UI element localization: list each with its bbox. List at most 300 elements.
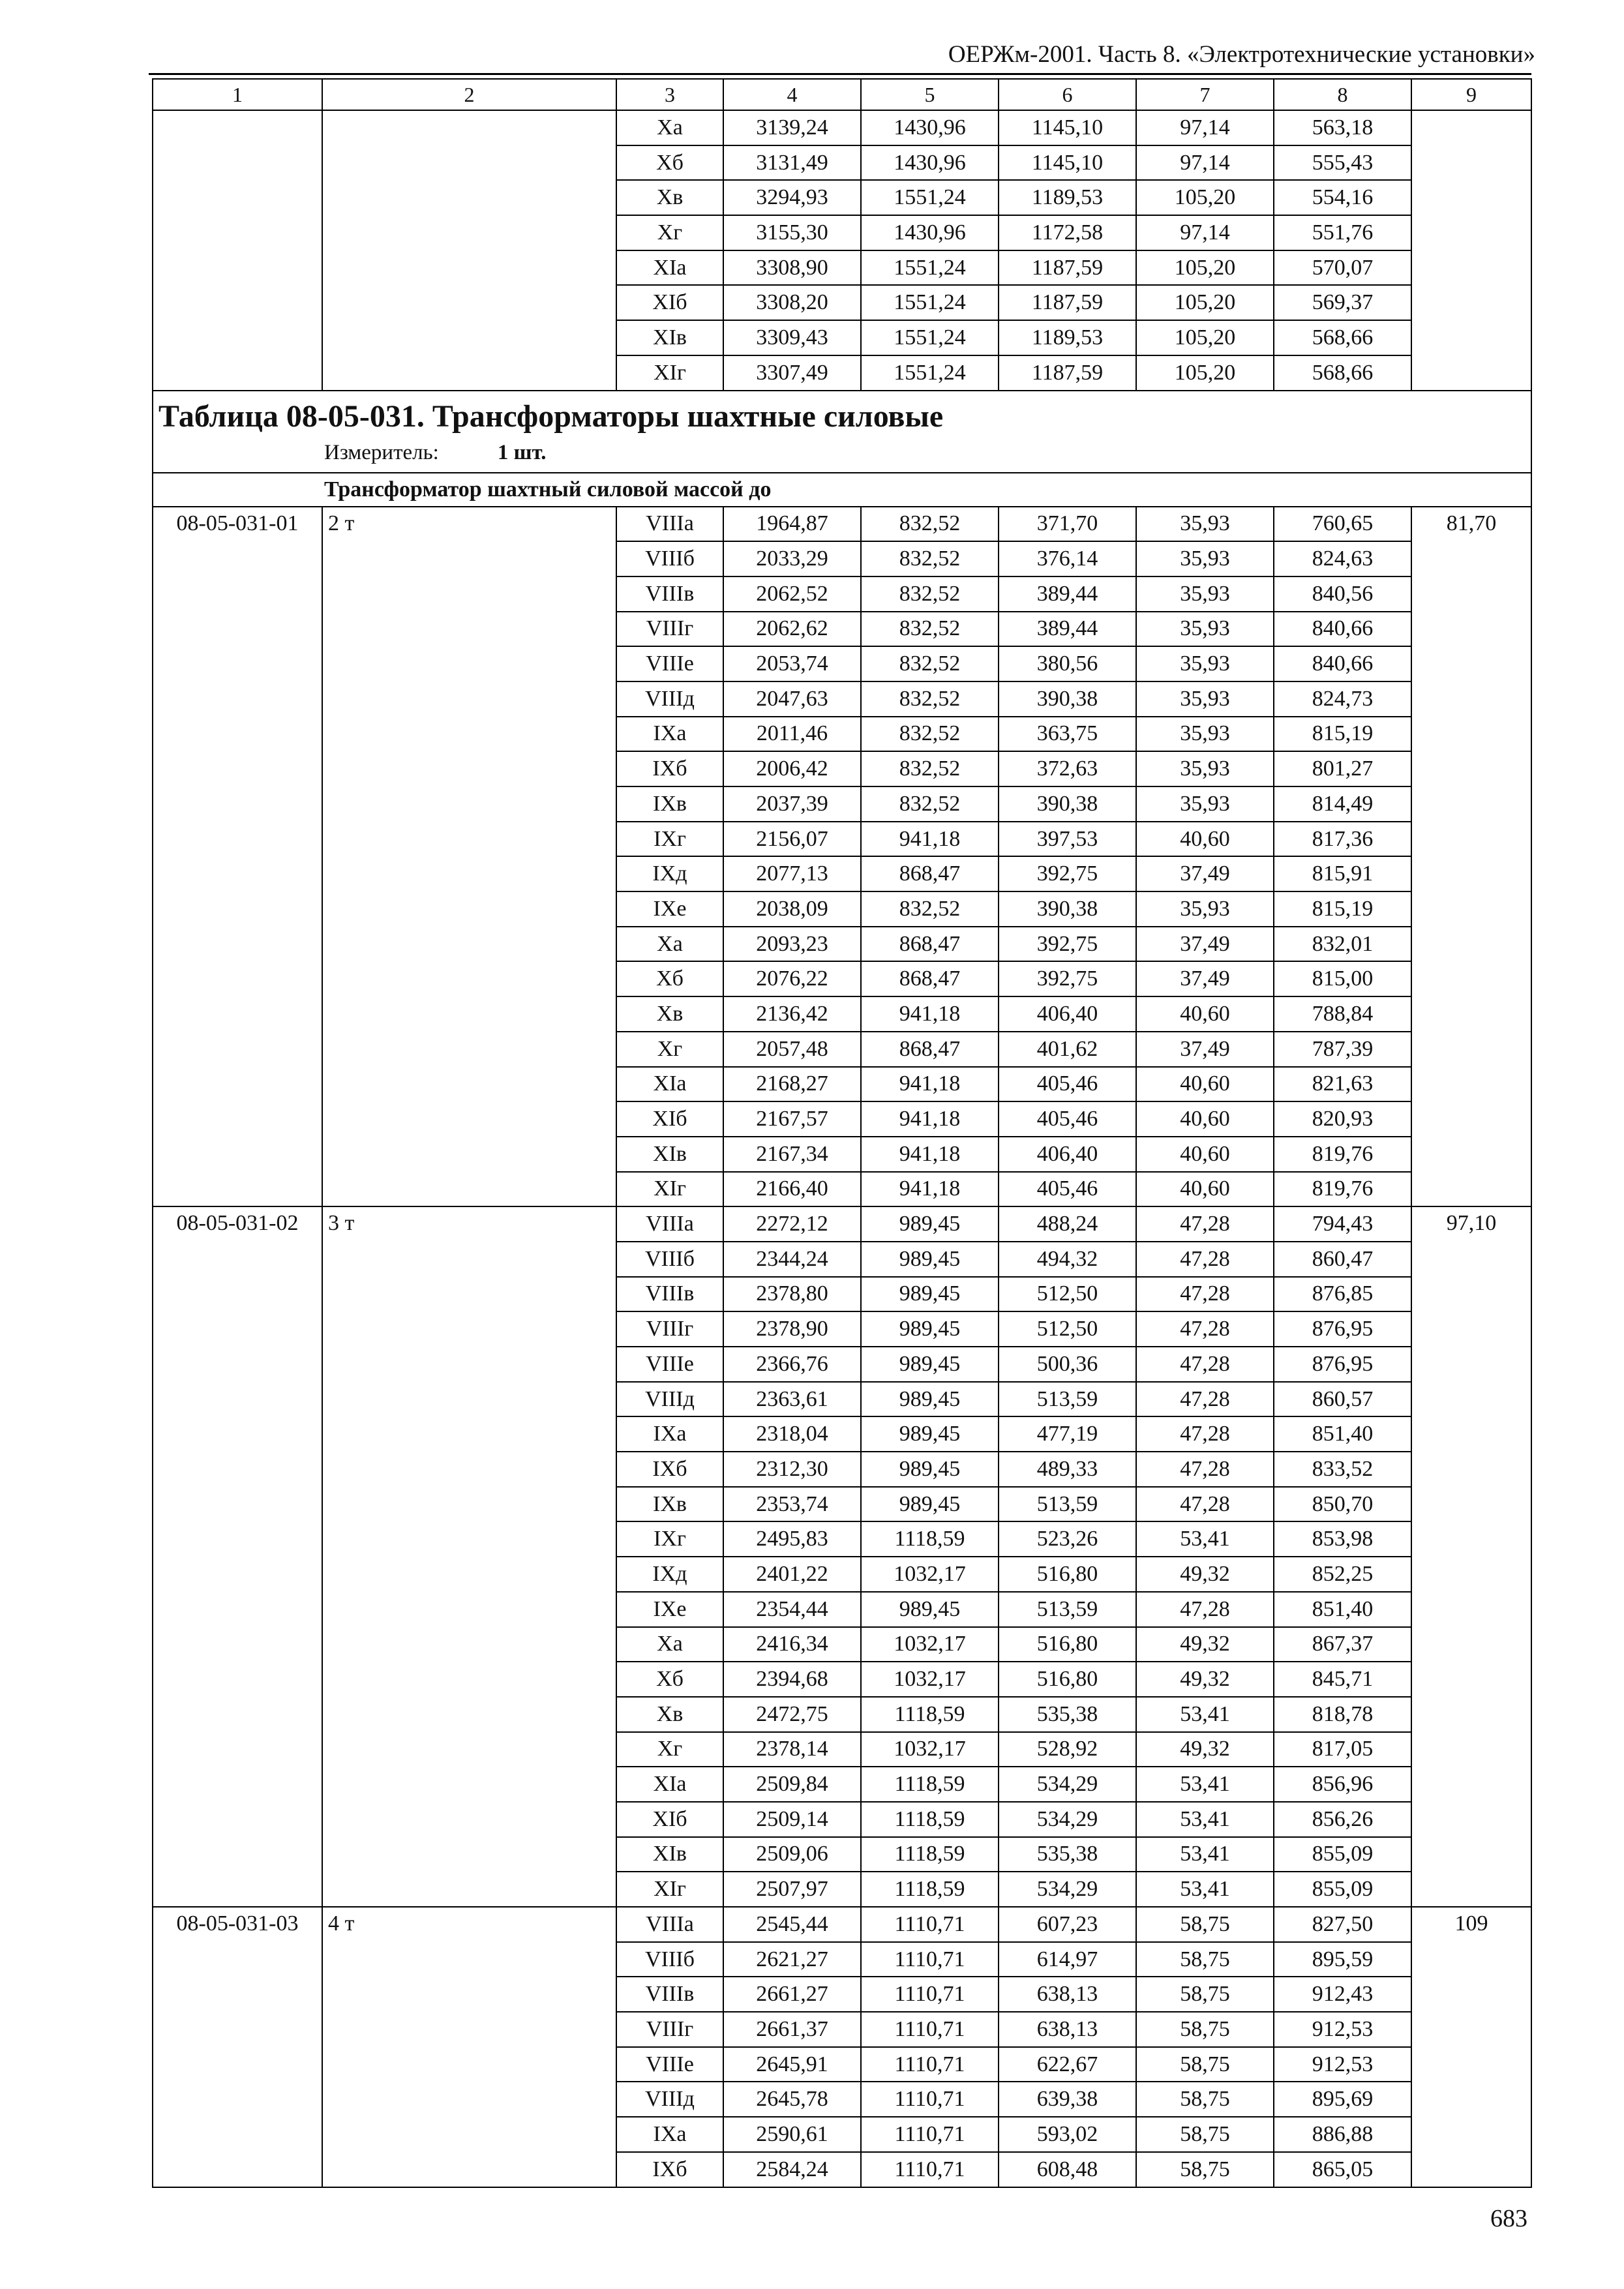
code-cell xyxy=(153,215,322,250)
value-cell: 406,40 xyxy=(999,1137,1136,1172)
value-cell: 1118,59 xyxy=(861,1802,999,1837)
value-cell: 49,32 xyxy=(1136,1557,1274,1592)
value-cell: Xб xyxy=(616,961,723,996)
value-cell: 1110,71 xyxy=(861,2012,999,2047)
value-cell: 47,28 xyxy=(1136,1382,1274,1417)
value-cell: 989,45 xyxy=(861,1382,999,1417)
value-cell: 516,80 xyxy=(999,1557,1136,1592)
value-cell: IXд xyxy=(616,1557,723,1592)
value-cell: 406,40 xyxy=(999,996,1136,1032)
value-cell: VIIIб xyxy=(616,1942,723,1977)
value-cell: 815,19 xyxy=(1274,717,1411,752)
code-cell xyxy=(153,180,322,215)
value-cell: 35,93 xyxy=(1136,646,1274,681)
code-cell xyxy=(153,145,322,181)
value-cell: 832,52 xyxy=(861,646,999,681)
value-cell: 860,47 xyxy=(1274,1242,1411,1277)
item-code: 08-05-031-01 xyxy=(153,507,322,1207)
value-cell: 817,36 xyxy=(1274,822,1411,857)
value-cell: 840,66 xyxy=(1274,646,1411,681)
value-cell: IXб xyxy=(616,751,723,786)
value-cell: VIIIа xyxy=(616,1206,723,1242)
value-cell: 832,52 xyxy=(861,507,999,542)
value-cell: 2076,22 xyxy=(723,961,861,996)
value-cell: IXв xyxy=(616,1487,723,1522)
measure-label: Измеритель: xyxy=(324,440,439,464)
name-cell xyxy=(322,250,616,286)
value-cell: 855,09 xyxy=(1274,1872,1411,1907)
price-table xyxy=(152,78,1532,2188)
value-cell: 53,41 xyxy=(1136,1837,1274,1872)
value-cell: 832,52 xyxy=(861,612,999,647)
value-cell: 3155,30 xyxy=(723,215,861,250)
value-cell: 1110,71 xyxy=(861,1977,999,2012)
value-cell: 105,20 xyxy=(1136,285,1274,320)
value-cell: 1189,53 xyxy=(999,320,1136,355)
col9-cell xyxy=(1411,110,1531,145)
value-cell: 2545,44 xyxy=(723,1907,861,1942)
value-cell: 3131,49 xyxy=(723,145,861,181)
value-cell: XIг xyxy=(616,1172,723,1207)
value-cell: 40,60 xyxy=(1136,1137,1274,1172)
value-cell: 989,45 xyxy=(861,1592,999,1627)
value-cell: 390,38 xyxy=(999,786,1136,822)
value-cell: 941,18 xyxy=(861,1137,999,1172)
value-cell: 1110,71 xyxy=(861,2047,999,2082)
value-cell: 1118,59 xyxy=(861,1837,999,1872)
value-cell: 569,37 xyxy=(1274,285,1411,320)
code-cell xyxy=(153,355,322,391)
value-cell: 853,98 xyxy=(1274,1521,1411,1557)
value-cell: 2062,62 xyxy=(723,612,861,647)
table-row xyxy=(153,1907,1531,1942)
value-cell: Xа xyxy=(616,927,723,962)
value-cell: 534,29 xyxy=(999,1767,1136,1802)
value-cell: 1551,24 xyxy=(861,180,999,215)
value-cell: 2621,27 xyxy=(723,1942,861,1977)
code-cell xyxy=(153,285,322,320)
value-cell: 97,14 xyxy=(1136,215,1274,250)
value-cell: 2011,46 xyxy=(723,717,861,752)
value-cell: 477,19 xyxy=(999,1416,1136,1452)
value-cell: 2584,24 xyxy=(723,2152,861,2187)
value-cell: 516,80 xyxy=(999,1627,1136,1662)
value-cell: 58,75 xyxy=(1136,1907,1274,1942)
value-cell: Xа xyxy=(616,1627,723,1662)
value-cell: 814,49 xyxy=(1274,786,1411,822)
value-cell: 40,60 xyxy=(1136,996,1274,1032)
value-cell: Xб xyxy=(616,145,723,181)
value-cell: 638,13 xyxy=(999,2012,1136,2047)
value-cell: 989,45 xyxy=(861,1242,999,1277)
name-cell xyxy=(322,110,616,145)
section-subheading: Трансформатор шахтный силовой массой до xyxy=(153,473,1531,507)
value-cell: VIIIг xyxy=(616,1311,723,1347)
value-cell: 570,07 xyxy=(1274,250,1411,286)
value-cell: 832,52 xyxy=(861,751,999,786)
column-number: 2 xyxy=(322,79,616,110)
header-rule xyxy=(149,73,1531,75)
value-cell: Xг xyxy=(616,215,723,250)
value-cell: 832,52 xyxy=(861,576,999,612)
value-cell: 2167,57 xyxy=(723,1101,861,1137)
value-cell: 397,53 xyxy=(999,822,1136,857)
value-cell: VIIIе xyxy=(616,2047,723,2082)
value-cell: 2166,40 xyxy=(723,1172,861,1207)
value-cell: 941,18 xyxy=(861,822,999,857)
value-cell: 760,65 xyxy=(1274,507,1411,542)
value-cell: 824,63 xyxy=(1274,541,1411,576)
value-cell: 607,23 xyxy=(999,1907,1136,1942)
subheading-row xyxy=(153,473,1531,507)
value-cell: VIIIб xyxy=(616,541,723,576)
value-cell: 47,28 xyxy=(1136,1592,1274,1627)
value-cell: 832,52 xyxy=(861,541,999,576)
table-row xyxy=(153,145,1531,181)
value-cell: 53,41 xyxy=(1136,1872,1274,1907)
value-cell: 941,18 xyxy=(861,1172,999,1207)
value-cell: Xв xyxy=(616,996,723,1032)
value-cell: 568,66 xyxy=(1274,355,1411,391)
name-cell xyxy=(322,320,616,355)
value-cell: VIIIг xyxy=(616,612,723,647)
value-cell: 912,53 xyxy=(1274,2047,1411,2082)
measure-line xyxy=(158,438,1526,467)
name-cell xyxy=(322,180,616,215)
value-cell: 523,26 xyxy=(999,1521,1136,1557)
value-cell: XIб xyxy=(616,285,723,320)
value-cell: 941,18 xyxy=(861,1067,999,1102)
value-cell: 390,38 xyxy=(999,891,1136,927)
value-cell: Xв xyxy=(616,1697,723,1732)
value-cell: 1110,71 xyxy=(861,1907,999,1942)
value-cell: IXе xyxy=(616,891,723,927)
column-number: 1 xyxy=(153,79,322,110)
value-cell: 2167,34 xyxy=(723,1137,861,1172)
value-cell: 49,32 xyxy=(1136,1732,1274,1767)
value-cell: 1032,17 xyxy=(861,1627,999,1662)
value-cell: VIIIе xyxy=(616,646,723,681)
value-cell: 35,93 xyxy=(1136,576,1274,612)
value-cell: 886,88 xyxy=(1274,2117,1411,2152)
value-cell: 392,75 xyxy=(999,927,1136,962)
value-cell: 851,40 xyxy=(1274,1592,1411,1627)
page-number: 683 xyxy=(1490,2205,1527,2232)
value-cell: 105,20 xyxy=(1136,180,1274,215)
value-cell: 1110,71 xyxy=(861,2117,999,2152)
value-cell: 534,29 xyxy=(999,1802,1136,1837)
value-cell: 2318,04 xyxy=(723,1416,861,1452)
value-cell: 3307,49 xyxy=(723,355,861,391)
value-cell: 1118,59 xyxy=(861,1697,999,1732)
value-cell: 818,78 xyxy=(1274,1697,1411,1732)
value-cell: 868,47 xyxy=(861,927,999,962)
value-cell: 494,32 xyxy=(999,1242,1136,1277)
value-cell: VIIIв xyxy=(616,1977,723,2012)
value-cell: 105,20 xyxy=(1136,320,1274,355)
value-cell: 1187,59 xyxy=(999,285,1136,320)
value-cell: 2168,27 xyxy=(723,1067,861,1102)
value-cell: 1430,96 xyxy=(861,145,999,181)
col9-cell xyxy=(1411,250,1531,286)
value-cell: 97,14 xyxy=(1136,145,1274,181)
value-cell: 1032,17 xyxy=(861,1662,999,1697)
value-cell: 2053,74 xyxy=(723,646,861,681)
value-cell: 500,36 xyxy=(999,1347,1136,1382)
value-cell: 37,49 xyxy=(1136,961,1274,996)
value-cell: VIIIб xyxy=(616,1242,723,1277)
value-cell: 851,40 xyxy=(1274,1416,1411,1452)
col9-cell xyxy=(1411,285,1531,320)
section-title: Таблица 08-05-031. Трансформаторы шахтные силовые xyxy=(158,398,944,434)
value-cell: 2378,14 xyxy=(723,1732,861,1767)
value-cell: XIа xyxy=(616,250,723,286)
value-cell: XIг xyxy=(616,1872,723,1907)
name-cell xyxy=(322,355,616,391)
value-cell: 2394,68 xyxy=(723,1662,861,1697)
value-cell: 2038,09 xyxy=(723,891,861,927)
table-row xyxy=(153,110,1531,145)
value-cell: VIIIв xyxy=(616,1277,723,1312)
item-name: 2 т xyxy=(322,507,616,1207)
value-cell: 47,28 xyxy=(1136,1242,1274,1277)
value-cell: 608,48 xyxy=(999,2152,1136,2187)
value-cell: 1145,10 xyxy=(999,145,1136,181)
value-cell: 794,43 xyxy=(1274,1206,1411,1242)
value-cell: 1118,59 xyxy=(861,1521,999,1557)
value-cell: 1118,59 xyxy=(861,1767,999,1802)
value-cell: Xа xyxy=(616,110,723,145)
value-cell: IXг xyxy=(616,822,723,857)
value-cell: 551,76 xyxy=(1274,215,1411,250)
value-cell: 35,93 xyxy=(1136,891,1274,927)
item-col9: 97,10 xyxy=(1411,1206,1531,1907)
value-cell: 40,60 xyxy=(1136,1172,1274,1207)
value-cell: 513,59 xyxy=(999,1487,1136,1522)
value-cell: 37,49 xyxy=(1136,927,1274,962)
value-cell: IXа xyxy=(616,717,723,752)
value-cell: 47,28 xyxy=(1136,1206,1274,1242)
item-name: 4 т xyxy=(322,1907,616,2187)
value-cell: 35,93 xyxy=(1136,717,1274,752)
col9-cell xyxy=(1411,320,1531,355)
value-cell: 37,49 xyxy=(1136,1032,1274,1067)
value-cell: 40,60 xyxy=(1136,1101,1274,1137)
value-cell: 788,84 xyxy=(1274,996,1411,1032)
table-row xyxy=(153,215,1531,250)
value-cell: 856,26 xyxy=(1274,1802,1411,1837)
value-cell: 2509,14 xyxy=(723,1802,861,1837)
value-cell: IXд xyxy=(616,856,723,891)
value-cell: 2416,34 xyxy=(723,1627,861,1662)
value-cell: 3294,93 xyxy=(723,180,861,215)
value-cell: 840,56 xyxy=(1274,576,1411,612)
value-cell: 3139,24 xyxy=(723,110,861,145)
value-cell: 824,73 xyxy=(1274,681,1411,717)
value-cell: 35,93 xyxy=(1136,612,1274,647)
value-cell: XIг xyxy=(616,355,723,391)
value-cell: 989,45 xyxy=(861,1487,999,1522)
value-cell: 35,93 xyxy=(1136,786,1274,822)
value-cell: 58,75 xyxy=(1136,1942,1274,1977)
value-cell: 2033,29 xyxy=(723,541,861,576)
col9-cell xyxy=(1411,355,1531,391)
value-cell: IXг xyxy=(616,1521,723,1557)
value-cell: 512,50 xyxy=(999,1277,1136,1312)
value-cell: 2401,22 xyxy=(723,1557,861,1592)
value-cell: 845,71 xyxy=(1274,1662,1411,1697)
value-cell: 856,96 xyxy=(1274,1767,1411,1802)
value-cell: 2037,39 xyxy=(723,786,861,822)
value-cell: 1032,17 xyxy=(861,1732,999,1767)
value-cell: 1551,24 xyxy=(861,355,999,391)
value-cell: 2645,78 xyxy=(723,2082,861,2117)
column-number: 8 xyxy=(1274,79,1411,110)
value-cell: 2344,24 xyxy=(723,1242,861,1277)
value-cell: 35,93 xyxy=(1136,541,1274,576)
value-cell: 53,41 xyxy=(1136,1767,1274,1802)
value-cell: IXа xyxy=(616,2117,723,2152)
code-cell xyxy=(153,320,322,355)
value-cell: 832,52 xyxy=(861,717,999,752)
name-cell xyxy=(322,145,616,181)
value-cell: 2378,80 xyxy=(723,1277,861,1312)
value-cell: 860,57 xyxy=(1274,1382,1411,1417)
value-cell: 535,38 xyxy=(999,1837,1136,1872)
value-cell: 1430,96 xyxy=(861,215,999,250)
section-header-row xyxy=(153,391,1531,473)
name-cell xyxy=(322,285,616,320)
value-cell: 820,93 xyxy=(1274,1101,1411,1137)
item-col9: 109 xyxy=(1411,1907,1531,2187)
value-cell: 895,59 xyxy=(1274,1942,1411,1977)
column-number: 6 xyxy=(999,79,1136,110)
value-cell: Xб xyxy=(616,1662,723,1697)
value-cell: 2366,76 xyxy=(723,1347,861,1382)
column-number: 5 xyxy=(861,79,999,110)
value-cell: 35,93 xyxy=(1136,751,1274,786)
item-col9: 81,70 xyxy=(1411,507,1531,1207)
value-cell: 2661,37 xyxy=(723,2012,861,2047)
value-cell: 512,50 xyxy=(999,1311,1136,1347)
value-cell: 563,18 xyxy=(1274,110,1411,145)
value-cell: 35,93 xyxy=(1136,681,1274,717)
table-row xyxy=(153,250,1531,286)
value-cell: VIIIа xyxy=(616,1907,723,1942)
value-cell: 405,46 xyxy=(999,1067,1136,1102)
value-cell: 2354,44 xyxy=(723,1592,861,1627)
value-cell: 554,16 xyxy=(1274,180,1411,215)
value-cell: IXв xyxy=(616,786,723,822)
value-cell: 2057,48 xyxy=(723,1032,861,1067)
value-cell: 1032,17 xyxy=(861,1557,999,1592)
value-cell: 105,20 xyxy=(1136,250,1274,286)
value-cell: 622,67 xyxy=(999,2047,1136,2082)
value-cell: 2509,06 xyxy=(723,1837,861,1872)
value-cell: 815,19 xyxy=(1274,891,1411,927)
value-cell: 1110,71 xyxy=(861,1942,999,1977)
item-code: 08-05-031-03 xyxy=(153,1907,322,2187)
value-cell: 989,45 xyxy=(861,1277,999,1312)
value-cell: 819,76 xyxy=(1274,1137,1411,1172)
value-cell: 815,00 xyxy=(1274,961,1411,996)
value-cell: VIIIа xyxy=(616,507,723,542)
value-cell: 2093,23 xyxy=(723,927,861,962)
value-cell: 827,50 xyxy=(1274,1907,1411,1942)
value-cell: 1187,59 xyxy=(999,355,1136,391)
value-cell: 405,46 xyxy=(999,1101,1136,1137)
value-cell: Xв xyxy=(616,180,723,215)
value-cell: 2047,63 xyxy=(723,681,861,717)
value-cell: 850,70 xyxy=(1274,1487,1411,1522)
value-cell: 363,75 xyxy=(999,717,1136,752)
value-cell: 865,05 xyxy=(1274,2152,1411,2187)
value-cell: 989,45 xyxy=(861,1347,999,1382)
section-header xyxy=(153,391,1531,473)
value-cell: 1172,58 xyxy=(999,215,1136,250)
table-row xyxy=(153,507,1531,542)
value-cell: 941,18 xyxy=(861,1101,999,1137)
value-cell: 372,63 xyxy=(999,751,1136,786)
value-cell: 2509,84 xyxy=(723,1767,861,1802)
value-cell: 2156,07 xyxy=(723,822,861,857)
value-cell: 392,75 xyxy=(999,856,1136,891)
value-cell: VIIIд xyxy=(616,1382,723,1417)
value-cell: 47,28 xyxy=(1136,1416,1274,1452)
table-row xyxy=(153,355,1531,391)
value-cell: 40,60 xyxy=(1136,822,1274,857)
value-cell: VIIIв xyxy=(616,576,723,612)
value-cell: 2507,97 xyxy=(723,1872,861,1907)
value-cell: 855,09 xyxy=(1274,1837,1411,1872)
value-cell: IXа xyxy=(616,1416,723,1452)
value-cell: 2272,12 xyxy=(723,1206,861,1242)
value-cell: 58,75 xyxy=(1136,2152,1274,2187)
value-cell: 2378,90 xyxy=(723,1311,861,1347)
value-cell: 989,45 xyxy=(861,1311,999,1347)
value-cell: 1118,59 xyxy=(861,1872,999,1907)
value-cell: 58,75 xyxy=(1136,2082,1274,2117)
value-cell: 49,32 xyxy=(1136,1662,1274,1697)
value-cell: 489,33 xyxy=(999,1452,1136,1487)
value-cell: VIIIд xyxy=(616,2082,723,2117)
value-cell: VIIIг xyxy=(616,2012,723,2047)
value-cell: 1551,24 xyxy=(861,320,999,355)
value-cell: 2077,13 xyxy=(723,856,861,891)
value-cell: Xг xyxy=(616,1032,723,1067)
running-header: ОЕРЖм-2001. Часть 8. «Электротехнические установки» xyxy=(948,41,1535,68)
column-number-row xyxy=(153,79,1531,110)
value-cell: 47,28 xyxy=(1136,1277,1274,1312)
value-cell: 989,45 xyxy=(861,1452,999,1487)
value-cell: 1964,87 xyxy=(723,507,861,542)
value-cell: 832,52 xyxy=(861,891,999,927)
column-number: 9 xyxy=(1411,79,1531,110)
value-cell: 376,14 xyxy=(999,541,1136,576)
value-cell: 2006,42 xyxy=(723,751,861,786)
value-cell: 1551,24 xyxy=(861,250,999,286)
value-cell: IXб xyxy=(616,2152,723,2187)
value-cell: 832,52 xyxy=(861,681,999,717)
value-cell: 105,20 xyxy=(1136,355,1274,391)
value-cell: 868,47 xyxy=(861,1032,999,1067)
value-cell: 2312,30 xyxy=(723,1452,861,1487)
value-cell: 534,29 xyxy=(999,1872,1136,1907)
value-cell: 513,59 xyxy=(999,1592,1136,1627)
value-cell: VIIIе xyxy=(616,1347,723,1382)
value-cell: 47,28 xyxy=(1136,1452,1274,1487)
value-cell: 819,76 xyxy=(1274,1172,1411,1207)
